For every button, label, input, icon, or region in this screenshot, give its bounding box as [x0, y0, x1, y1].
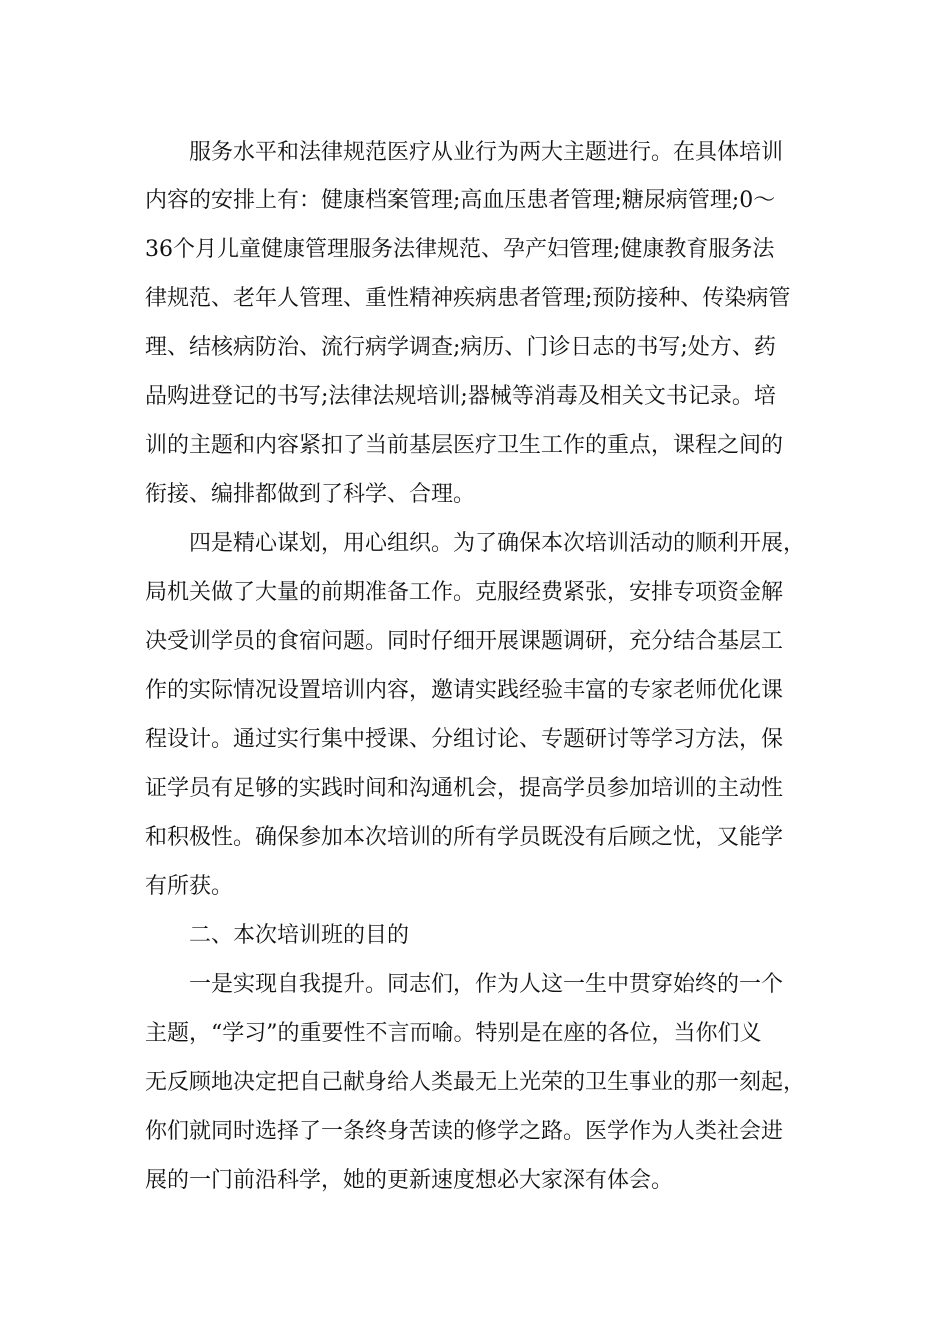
text-line: 衔接、编排都做到了科学、合理。: [145, 482, 476, 507]
text-line: 无反顾地决定把自己献身给人类最无上光荣的卫生事业的那一刻起，: [145, 1070, 806, 1095]
text-line: 一是实现自我提升。同志们，作为人这一生中贯穿始终的一个: [189, 972, 784, 997]
text-line: 作的实际情况设置培训内容，邀请实践经验丰富的专家老师优化课: [145, 678, 784, 703]
text-line: 你们就同时选择了一条终身苦读的修学之路。医学作为人类社会进: [145, 1119, 784, 1144]
text-line: 决受训学员的食宿问题。同时仔细开展课题调研，充分结合基层工: [145, 629, 784, 654]
text-line: 服务水平和法律规范医疗从业行为两大主题进行。在具体培训: [189, 140, 784, 165]
text-line: 理、结核病防治、流行病学调查;病历、门诊日志的书写;处方、药: [145, 335, 776, 360]
text-line: 展的一门前沿科学，她的更新速度想必大家深有体会。: [145, 1168, 674, 1193]
text-line: 四是精心谋划，用心组织。为了确保本次培训活动的顺利开展，: [189, 531, 806, 556]
text-line: 局机关做了大量的前期准备工作。克服经费紧张，安排专项资金解: [145, 580, 784, 605]
text-line: 训的主题和内容紧扣了当前基层医疗卫生工作的重点，课程之间的: [145, 433, 784, 458]
text-line: 证学员有足够的实践时间和沟通机会，提高学员参加培训的主动性: [145, 776, 784, 801]
text-line: 36个月儿童健康管理服务法律规范、孕产妇管理;健康教育服务法: [145, 237, 775, 262]
section-heading: 二、本次培训班的目的: [189, 923, 410, 948]
text-line: 律规范、老年人管理、重性精神疾病患者管理;预防接种、传染病管: [145, 286, 791, 311]
text-line: 内容的安排上有：健康档案管理;高血压患者管理;糖尿病管理;0～: [145, 188, 776, 213]
text-line: 程设计。通过实行集中授课、分组讨论、专题研讨等学习方法，保: [145, 727, 784, 752]
text-line: 主题，“学习”的重要性不言而喻。特别是在座的各位，当你们义: [145, 1021, 762, 1046]
text-line: 有所获。: [145, 874, 234, 899]
text-line: 品购进登记的书写;法律法规培训;器械等消毒及相关文书记录。培: [145, 384, 776, 409]
text-line: 和积极性。确保参加本次培训的所有学员既没有后顾之忧，又能学: [145, 825, 784, 850]
